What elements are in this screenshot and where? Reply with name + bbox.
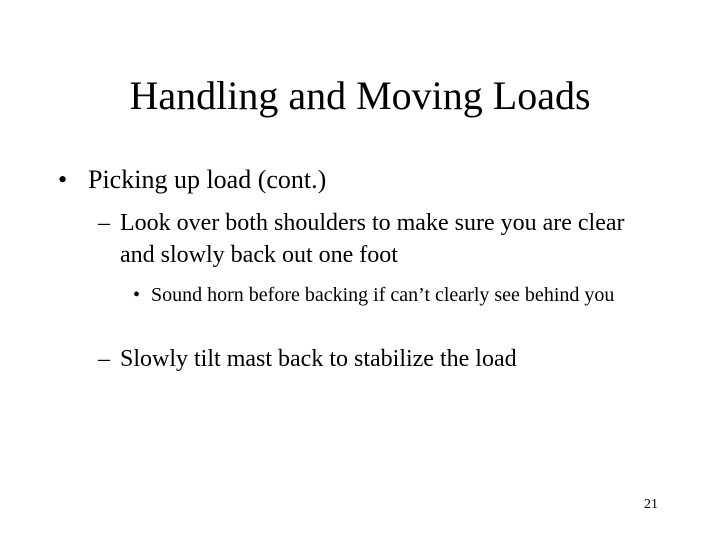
subsubbullet-sound-horn — [133, 281, 653, 337]
slide-number: 21 — [644, 497, 658, 512]
subbullet-look-over-shoulders — [98, 207, 678, 273]
dash-marker: – — [98, 210, 110, 236]
bullet-text: Picking up load (cont.) — [88, 165, 327, 194]
subsubbullet-text: Sound horn before backing if can’t clearly see behind you — [151, 284, 615, 306]
subbullet-tilt-mast — [98, 343, 678, 377]
subbullet-text: Look over both shoulders to make sure you are clear and slowly back out one foot — [120, 210, 625, 268]
bullet-marker: • — [58, 165, 68, 194]
slide-title: Handling and Moving Loads — [129, 73, 591, 118]
bullet-marker: • — [133, 284, 141, 306]
subbullet-text: Slowly tilt mast back to stabilize the load — [120, 346, 517, 372]
dash-marker: – — [98, 346, 110, 372]
